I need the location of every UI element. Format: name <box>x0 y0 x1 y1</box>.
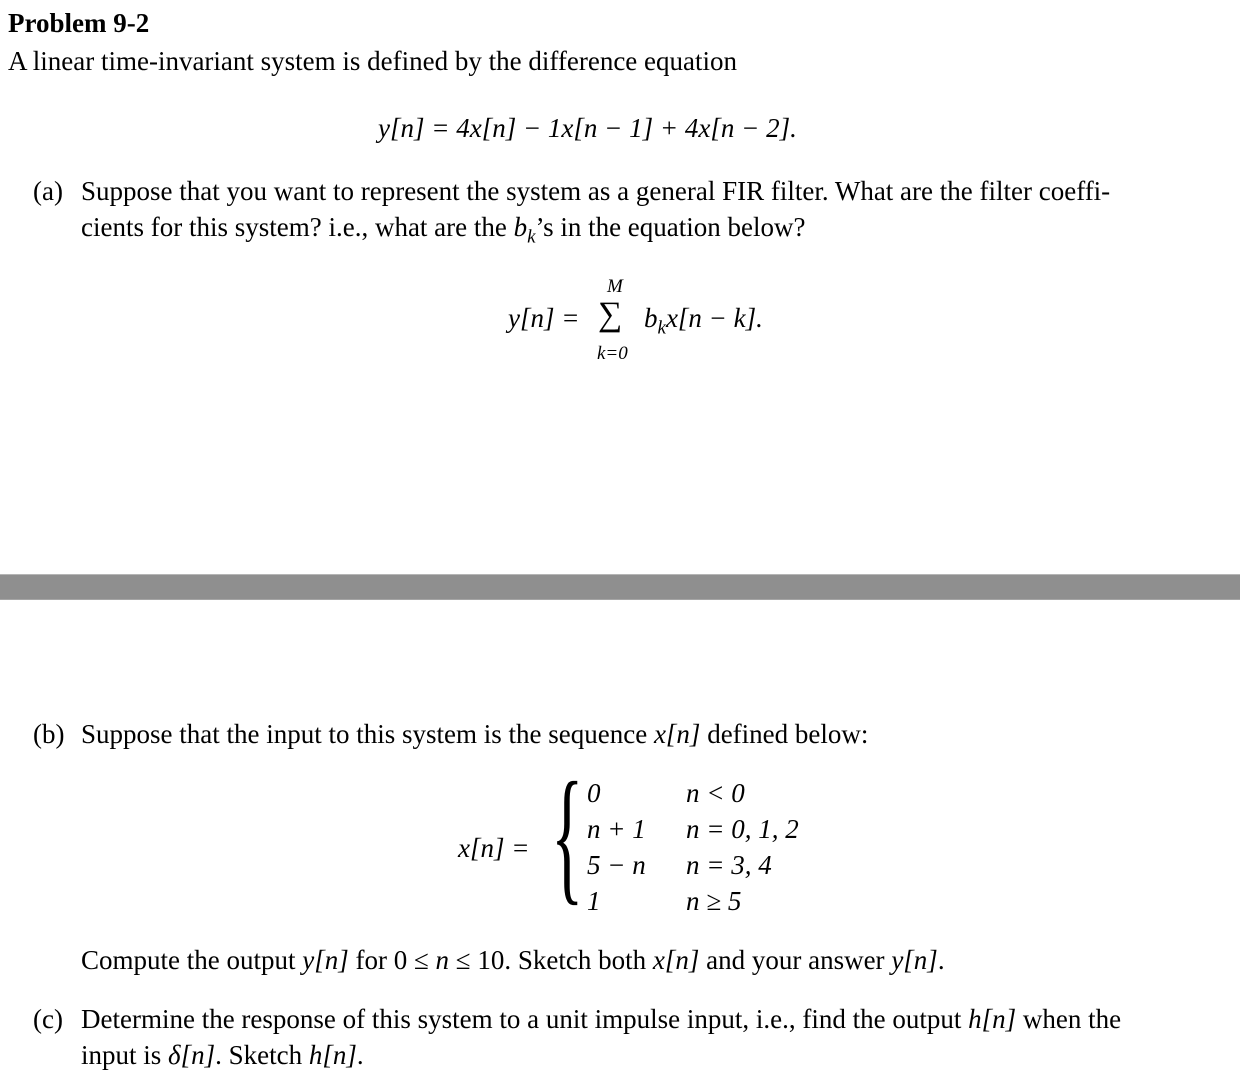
problem-title: Problem 9-2 <box>8 8 150 38</box>
piecewise-lhs: x[n] = <box>458 833 530 863</box>
difference-equation: y[n] = 4x[n] − 1x[n − 1] + 4x[n − 2]. <box>378 113 797 143</box>
part-a-line1: Suppose that you want to represent the system as a general FIR filter. What are the filter coeffi- <box>81 176 1111 206</box>
sum-lhs: y[n] = <box>508 303 580 333</box>
subscript: k <box>657 317 666 339</box>
subscript: k <box>527 226 536 248</box>
case-condition: n = 3, 4 <box>686 850 772 880</box>
math: x[n] <box>653 719 701 749</box>
text: . <box>937 945 945 975</box>
text: ≤ 10. Sketch both <box>449 945 653 975</box>
text: ’s in the equation below? <box>535 212 806 242</box>
text: when the <box>1016 1004 1122 1034</box>
part-a-label: (a) <box>33 176 63 206</box>
math: y[n] <box>891 945 938 975</box>
text: Compute the output <box>81 945 303 975</box>
math: b <box>513 212 528 242</box>
math: x[n − k]. <box>665 303 763 333</box>
math: b <box>644 303 658 333</box>
math: δ[n] <box>168 1040 216 1070</box>
left-brace: { <box>551 752 584 918</box>
part-c-label: (c) <box>33 1004 63 1034</box>
part-a-line2 <box>81 212 806 248</box>
text: . <box>356 1040 364 1070</box>
text: and your answer <box>699 945 892 975</box>
sigma-symbol: ∑ <box>598 296 623 333</box>
intro-text: A linear time-invariant system is defined by the difference equation <box>8 46 738 76</box>
math: n <box>435 945 450 975</box>
case-condition: n = 0, 1, 2 <box>686 814 799 844</box>
text: defined below: <box>700 719 869 749</box>
sum-upper-limit: M <box>607 276 623 297</box>
text: input is <box>81 1040 169 1070</box>
page-divider-bar <box>0 574 1240 600</box>
math: h[n] <box>968 1004 1017 1034</box>
text: Suppose that the input to this system is the sequence <box>81 719 654 749</box>
case-value: n + 1 <box>587 814 646 844</box>
case-value: 0 <box>587 778 601 808</box>
text: . Sketch <box>215 1040 309 1070</box>
case-value: 1 <box>587 886 601 916</box>
case-condition: n ≥ 5 <box>686 886 742 916</box>
text: for 0 ≤ <box>348 945 436 975</box>
part-b-line1 <box>81 719 868 750</box>
part-b-compute <box>81 945 945 976</box>
case-condition: n < 0 <box>686 778 745 808</box>
part-c-line2 <box>81 1040 364 1071</box>
text: Determine the response of this system to a unit impulse input, i.e., find the output <box>81 1004 969 1034</box>
text: cients for this system? i.e., what are the <box>81 212 514 242</box>
part-b-label: (b) <box>33 719 65 749</box>
sum-lower-limit: k=0 <box>597 343 628 364</box>
math: h[n] <box>308 1040 357 1070</box>
part-c-line1 <box>81 1004 1121 1035</box>
math: y[n] <box>302 945 349 975</box>
math: x[n] <box>652 945 700 975</box>
sum-rhs <box>644 303 763 339</box>
case-value: 5 − n <box>587 850 646 880</box>
